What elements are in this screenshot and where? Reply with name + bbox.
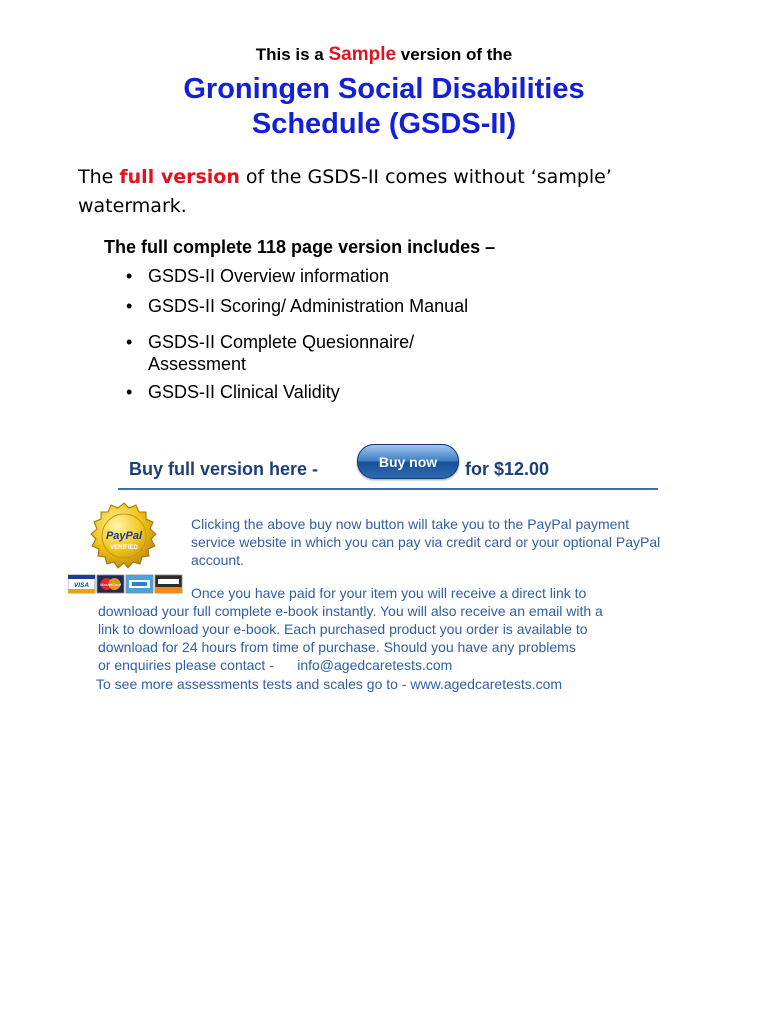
title-line-1: Groningen Social Disabilities — [183, 73, 585, 105]
sample-highlight: Sample — [328, 44, 397, 65]
bullet-icon: • — [126, 296, 133, 316]
paypal-verified-seal-icon — [88, 502, 160, 574]
contact-line: or enquiries please contact - info@agedcaretests.com — [98, 657, 453, 673]
delivery-info-text — [98, 584, 678, 674]
full-note-before: The — [78, 166, 120, 188]
sample-notice — [0, 44, 768, 66]
document-title — [0, 72, 768, 142]
sample-notice-before: This is a — [255, 45, 329, 64]
feature-text: GSDS-II Clinical Validity — [148, 382, 340, 402]
buy-label: Buy full version here - — [129, 459, 319, 479]
feature-text: Assessment — [148, 354, 247, 374]
more-assessments-text: To see more assessments tests and scales go to - www.agedcaretests.com — [96, 676, 563, 692]
divider — [118, 488, 658, 490]
feature-text: GSDS-II Complete Quesionnaire/ — [148, 332, 415, 352]
price-label: for $12.00 — [465, 459, 550, 479]
full-version-highlight: full version — [119, 166, 240, 188]
buy-now-button[interactable]: Buy now — [357, 444, 459, 479]
bullet-icon: • — [126, 382, 133, 402]
delivery-line: Once you have paid for your item you will receive a direct link to — [191, 585, 587, 601]
svg-text:MasterCard: MasterCard — [100, 582, 121, 587]
visa-card-icon — [68, 575, 95, 593]
feature-text: GSDS-II Overview information — [148, 266, 390, 286]
delivery-line: download your full complete e-book instantly. You will also receive an email with a — [98, 603, 603, 619]
bullet-icon: • — [126, 266, 133, 286]
feature-text: GSDS-II Scoring/ Administration Manual — [148, 296, 469, 316]
paypal-info-text: Clicking the above buy now button will take you to the PayPal payment service website in which you can pay via credit card or your optional PayPal account. — [191, 516, 661, 568]
delivery-line: download for 24 hours from time of purchase. Should you have any problems — [98, 639, 576, 655]
bullet-icon: • — [126, 332, 133, 352]
seal-paypal-text: PayPal — [105, 530, 143, 542]
delivery-line: link to download your e-book. Each purchased product you order is available to — [98, 621, 588, 637]
title-line-2: Schedule (GSDS-II) — [251, 108, 517, 140]
full-note-after: of the GSDS-II comes without ‘sample’ watermark. — [78, 166, 612, 217]
includes-heading: The full complete 118 page version includes – — [104, 237, 496, 257]
sample-notice-after: version of the — [396, 45, 513, 64]
svg-text:VISA: VISA — [73, 582, 90, 589]
full-version-note — [78, 163, 718, 221]
seal-verified-text: VERIFIED — [110, 545, 138, 551]
